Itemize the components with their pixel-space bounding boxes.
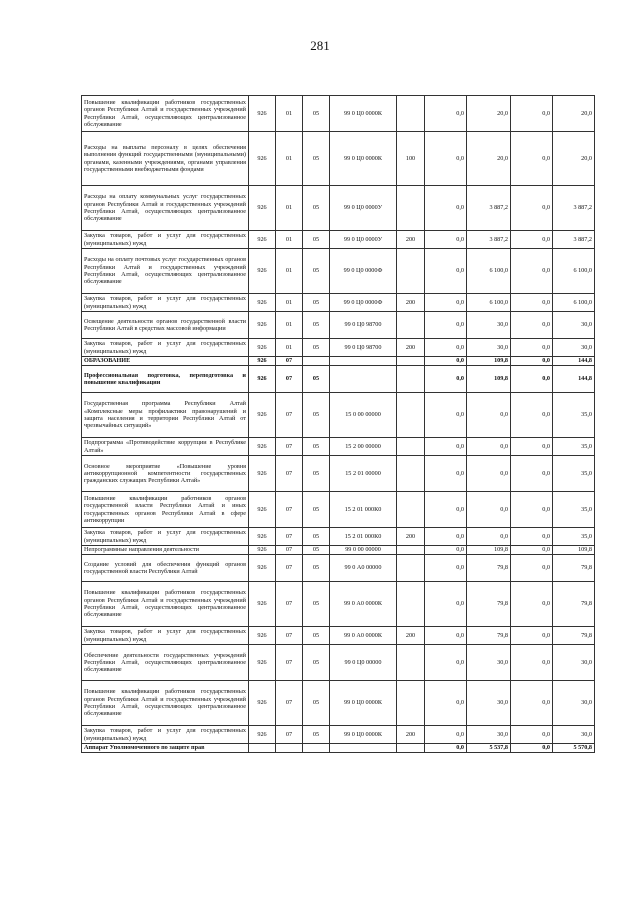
- row-subsection: 05: [303, 294, 330, 312]
- row-amount-2: 30,0: [467, 726, 511, 744]
- table-row: [82, 456, 595, 492]
- row-section: 07: [276, 393, 303, 438]
- row-section: 01: [276, 231, 303, 249]
- row-target-article: 15 2 01 000К0: [330, 528, 397, 546]
- row-amount-1: 0,0: [425, 249, 467, 294]
- row-amount-4: 30,0: [553, 339, 595, 357]
- table-row: [82, 528, 595, 546]
- row-amount-3: 0,0: [511, 555, 553, 582]
- row-amount-1: 0,0: [425, 627, 467, 645]
- row-amount-2: 5 537,8: [467, 744, 511, 753]
- table-row: [82, 681, 595, 726]
- row-amount-4: 35,0: [553, 438, 595, 456]
- row-section: 01: [276, 294, 303, 312]
- row-amount-4: 35,0: [553, 456, 595, 492]
- row-amount-4: 79,8: [553, 627, 595, 645]
- row-code: 926: [249, 339, 276, 357]
- row-subsection: 05: [303, 627, 330, 645]
- table-body: [82, 96, 595, 753]
- row-section: 01: [276, 249, 303, 294]
- row-amount-3: 0,0: [511, 528, 553, 546]
- row-expense-type: [397, 492, 425, 528]
- row-target-article: [330, 744, 397, 753]
- row-amount-1: 0,0: [425, 366, 467, 393]
- row-code: 926: [249, 366, 276, 393]
- row-expense-type: [397, 96, 425, 132]
- row-subsection: 05: [303, 492, 330, 528]
- row-amount-1: 0,0: [425, 294, 467, 312]
- row-amount-1: 0,0: [425, 96, 467, 132]
- row-subsection: 05: [303, 582, 330, 627]
- page-number: 281: [310, 38, 330, 53]
- row-amount-4: 3 887,2: [553, 186, 595, 231]
- table-row: [82, 555, 595, 582]
- row-expense-type: [397, 366, 425, 393]
- row-amount-3: 0,0: [511, 393, 553, 438]
- row-code: [249, 744, 276, 753]
- row-amount-4: 5 570,8: [553, 744, 595, 753]
- row-amount-4: 30,0: [553, 726, 595, 744]
- table-row: [82, 312, 595, 339]
- row-code: 926: [249, 231, 276, 249]
- row-amount-1: 0,0: [425, 492, 467, 528]
- row-name: Подпрограмма «Противодействие коррупции в Республике Алтай»: [82, 438, 249, 456]
- row-expense-type: [397, 357, 425, 366]
- row-amount-1: 0,0: [425, 528, 467, 546]
- row-subsection: 05: [303, 249, 330, 294]
- row-amount-3: 0,0: [511, 294, 553, 312]
- row-target-article: 15 2 00 00000: [330, 438, 397, 456]
- table-row: [82, 294, 595, 312]
- row-target-article: [330, 366, 397, 393]
- row-target-article: 99 0 Ц0 98700: [330, 312, 397, 339]
- row-expense-type: [397, 546, 425, 555]
- table-row: [82, 546, 595, 555]
- row-amount-4: 35,0: [553, 393, 595, 438]
- table-row: [82, 627, 595, 645]
- row-amount-1: 0,0: [425, 726, 467, 744]
- row-amount-4: 3 887,2: [553, 231, 595, 249]
- row-name: Закупка товаров, работ и услуг для государственных (муниципальных) нужд: [82, 339, 249, 357]
- row-name: Закупка товаров, работ и услуг для государственных (муниципальных) нужд: [82, 627, 249, 645]
- row-amount-3: 0,0: [511, 546, 553, 555]
- row-section: 01: [276, 186, 303, 231]
- row-expense-type: 200: [397, 528, 425, 546]
- row-code: 926: [249, 312, 276, 339]
- row-code: 926: [249, 186, 276, 231]
- row-target-article: 99 0 А0 0000К: [330, 582, 397, 627]
- table-row: [82, 186, 595, 231]
- row-amount-3: 0,0: [511, 186, 553, 231]
- row-expense-type: 200: [397, 726, 425, 744]
- row-amount-3: 0,0: [511, 582, 553, 627]
- row-subsection: 05: [303, 393, 330, 438]
- row-target-article: 15 2 01 000К0: [330, 492, 397, 528]
- row-name: Расходы на оплату почтовых услуг государственных органов Республики Алтай и государственных учреждений Республики Алтай, осуществляющих централизованное обслуживание: [82, 249, 249, 294]
- row-amount-3: 0,0: [511, 339, 553, 357]
- row-name: Закупка товаров, работ и услуг для государственных (муниципальных) нужд: [82, 528, 249, 546]
- row-amount-1: 0,0: [425, 186, 467, 231]
- row-subsection: [303, 744, 330, 753]
- row-code: 926: [249, 456, 276, 492]
- row-section: 07: [276, 627, 303, 645]
- row-subsection: 05: [303, 132, 330, 186]
- row-amount-3: 0,0: [511, 726, 553, 744]
- row-name: Создание условий для обеспечения функций органов государственной власти Республики Алтай: [82, 555, 249, 582]
- row-code: 926: [249, 96, 276, 132]
- table-row: [82, 645, 595, 681]
- row-amount-2: 6 100,0: [467, 249, 511, 294]
- row-expense-type: 100: [397, 132, 425, 186]
- table-row: [82, 249, 595, 294]
- row-expense-type: 200: [397, 231, 425, 249]
- row-subsection: 05: [303, 438, 330, 456]
- table-row: [82, 438, 595, 456]
- row-amount-4: 20,0: [553, 96, 595, 132]
- row-amount-2: 109,8: [467, 366, 511, 393]
- row-amount-3: 0,0: [511, 744, 553, 753]
- row-amount-2: 79,8: [467, 555, 511, 582]
- row-section: 07: [276, 492, 303, 528]
- row-section: [276, 744, 303, 753]
- row-subsection: 05: [303, 681, 330, 726]
- row-code: 926: [249, 438, 276, 456]
- row-subsection: 05: [303, 339, 330, 357]
- row-expense-type: [397, 744, 425, 753]
- row-amount-2: 0,0: [467, 438, 511, 456]
- row-amount-4: 30,0: [553, 645, 595, 681]
- row-amount-3: 0,0: [511, 357, 553, 366]
- row-subsection: 05: [303, 546, 330, 555]
- row-name: Обеспечение деятельности государственных учреждений Республики Алтай, осуществляющих централизованное обслуживание: [82, 645, 249, 681]
- row-name: Освещение деятельности органов государственной власти Республики Алтай в средствах массовой информации: [82, 312, 249, 339]
- budget-table: [81, 95, 595, 753]
- row-section: 01: [276, 132, 303, 186]
- row-amount-2: 0,0: [467, 456, 511, 492]
- row-amount-2: 79,8: [467, 627, 511, 645]
- row-code: 926: [249, 546, 276, 555]
- row-code: 926: [249, 681, 276, 726]
- row-target-article: 99 0 Ц0 0000Ф: [330, 294, 397, 312]
- table-row: [82, 393, 595, 438]
- row-name: Государственная программа Республики Алтай «Комплексные меры профилактики правонарушений и защита населения и территории Республики Алтай от чрезвычайных ситуаций»: [82, 393, 249, 438]
- row-name: Расходы на выплаты персоналу в целях обеспечения выполнения функций государственными (муниципальными) органами, казенными учреждениями, органами управления государственными внебюджетными фондами: [82, 132, 249, 186]
- row-subsection: [303, 357, 330, 366]
- row-target-article: 99 0 А0 00000: [330, 555, 397, 582]
- row-amount-1: 0,0: [425, 555, 467, 582]
- row-target-article: 99 0 Ц0 98700: [330, 339, 397, 357]
- row-subsection: 05: [303, 645, 330, 681]
- row-name: ОБРАЗОВАНИЕ: [82, 357, 249, 366]
- row-section: 07: [276, 582, 303, 627]
- row-expense-type: [397, 186, 425, 231]
- row-target-article: 99 0 00 00000: [330, 546, 397, 555]
- row-subsection: 05: [303, 366, 330, 393]
- row-target-article: 99 0 Ц0 0000К: [330, 681, 397, 726]
- row-amount-4: 79,8: [553, 555, 595, 582]
- row-code: 926: [249, 393, 276, 438]
- row-amount-4: 144,8: [553, 357, 595, 366]
- row-amount-2: 79,8: [467, 582, 511, 627]
- row-amount-2: 3 887,2: [467, 231, 511, 249]
- row-amount-3: 0,0: [511, 312, 553, 339]
- row-amount-1: 0,0: [425, 312, 467, 339]
- row-code: 926: [249, 582, 276, 627]
- row-amount-1: 0,0: [425, 438, 467, 456]
- row-amount-2: 30,0: [467, 645, 511, 681]
- row-amount-1: 0,0: [425, 456, 467, 492]
- row-amount-4: 30,0: [553, 312, 595, 339]
- row-section: 01: [276, 339, 303, 357]
- row-subsection: 05: [303, 96, 330, 132]
- row-section: 07: [276, 555, 303, 582]
- row-amount-1: 0,0: [425, 744, 467, 753]
- row-section: 07: [276, 546, 303, 555]
- row-amount-1: 0,0: [425, 339, 467, 357]
- row-amount-2: 20,0: [467, 96, 511, 132]
- row-expense-type: 200: [397, 339, 425, 357]
- row-amount-4: 35,0: [553, 528, 595, 546]
- row-amount-3: 0,0: [511, 492, 553, 528]
- table-row: [82, 366, 595, 393]
- row-amount-1: 0,0: [425, 393, 467, 438]
- row-amount-2: 109,8: [467, 357, 511, 366]
- row-amount-3: 0,0: [511, 438, 553, 456]
- table-row: [82, 357, 595, 366]
- row-target-article: 99 0 Ц0 0000К: [330, 726, 397, 744]
- row-amount-4: 20,0: [553, 132, 595, 186]
- row-amount-4: 35,0: [553, 492, 595, 528]
- row-section: 01: [276, 96, 303, 132]
- row-section: 07: [276, 456, 303, 492]
- row-code: 926: [249, 492, 276, 528]
- row-amount-4: 79,8: [553, 582, 595, 627]
- row-amount-4: 144,8: [553, 366, 595, 393]
- row-code: 926: [249, 645, 276, 681]
- row-amount-1: 0,0: [425, 681, 467, 726]
- row-subsection: 05: [303, 726, 330, 744]
- row-name: Повышение квалификации работников государственных органов Республики Алтай и государственных учреждений Республики Алтай, осуществляющих централизованное обслуживание: [82, 96, 249, 132]
- row-amount-4: 6 100,0: [553, 294, 595, 312]
- row-subsection: 05: [303, 528, 330, 546]
- row-expense-type: [397, 555, 425, 582]
- row-expense-type: [397, 438, 425, 456]
- row-name: Расходы на оплату коммунальных услуг государственных органов Республики Алтай и государственных учреждений Республики Алтай, осуществляющих централизованное обслуживание: [82, 186, 249, 231]
- row-amount-1: 0,0: [425, 645, 467, 681]
- row-expense-type: [397, 312, 425, 339]
- row-subsection: 05: [303, 312, 330, 339]
- row-amount-1: 0,0: [425, 357, 467, 366]
- row-target-article: [330, 357, 397, 366]
- row-target-article: 15 0 00 00000: [330, 393, 397, 438]
- row-code: 926: [249, 555, 276, 582]
- row-amount-2: 0,0: [467, 492, 511, 528]
- row-subsection: 05: [303, 231, 330, 249]
- row-code: 926: [249, 528, 276, 546]
- row-target-article: 99 0 Ц0 0000У: [330, 186, 397, 231]
- row-expense-type: [397, 681, 425, 726]
- row-amount-3: 0,0: [511, 249, 553, 294]
- row-name: Основное мероприятие «Повышение уровня антикоррупционной компетентности государственных гражданских служащих Республики Алтай»: [82, 456, 249, 492]
- row-code: 926: [249, 249, 276, 294]
- row-expense-type: [397, 582, 425, 627]
- row-name: Повышение квалификации работников государственных органов Республики Алтай и государственных учреждений Республики Алтай, осуществляющих централизованное обслуживание: [82, 681, 249, 726]
- row-subsection: 05: [303, 186, 330, 231]
- row-section: 07: [276, 681, 303, 726]
- row-target-article: 99 0 А0 0000К: [330, 627, 397, 645]
- table-row: [82, 492, 595, 528]
- row-target-article: 15 2 01 00000: [330, 456, 397, 492]
- table-row: [82, 231, 595, 249]
- row-name: Аппарат Уполномоченного по защите прав: [82, 744, 249, 753]
- row-amount-2: 0,0: [467, 393, 511, 438]
- row-amount-1: 0,0: [425, 546, 467, 555]
- row-code: 926: [249, 357, 276, 366]
- table-row: [82, 339, 595, 357]
- row-amount-3: 0,0: [511, 456, 553, 492]
- row-target-article: 99 0 Ц0 0000К: [330, 96, 397, 132]
- row-section: 07: [276, 726, 303, 744]
- row-amount-2: 30,0: [467, 312, 511, 339]
- table-row: [82, 744, 595, 753]
- row-section: 07: [276, 645, 303, 681]
- row-amount-2: 3 887,2: [467, 186, 511, 231]
- row-amount-2: 0,0: [467, 528, 511, 546]
- table-row: [82, 582, 595, 627]
- table-row: [82, 726, 595, 744]
- row-section: 01: [276, 312, 303, 339]
- row-target-article: 99 0 Ц0 0000Ф: [330, 249, 397, 294]
- row-amount-3: 0,0: [511, 231, 553, 249]
- row-amount-4: 30,0: [553, 681, 595, 726]
- row-expense-type: [397, 645, 425, 681]
- row-amount-4: 6 100,0: [553, 249, 595, 294]
- row-amount-3: 0,0: [511, 681, 553, 726]
- row-amount-3: 0,0: [511, 366, 553, 393]
- row-amount-2: 109,8: [467, 546, 511, 555]
- row-expense-type: 200: [397, 627, 425, 645]
- row-amount-1: 0,0: [425, 582, 467, 627]
- row-expense-type: [397, 456, 425, 492]
- row-amount-3: 0,0: [511, 96, 553, 132]
- row-name: Повышение квалификации работников государственных органов Республики Алтай и государственных учреждений Республики Алтай, осуществляющих централизованное обслуживание: [82, 582, 249, 627]
- row-name: Непрограммные направления деятельности: [82, 546, 249, 555]
- table-row: [82, 96, 595, 132]
- row-amount-2: 6 100,0: [467, 294, 511, 312]
- row-amount-1: 0,0: [425, 231, 467, 249]
- row-amount-3: 0,0: [511, 132, 553, 186]
- row-code: 926: [249, 627, 276, 645]
- row-code: 926: [249, 294, 276, 312]
- row-name: Закупка товаров, работ и услуг для государственных (муниципальных) нужд: [82, 231, 249, 249]
- row-name: Профессиональная подготовка, переподготовка и повышение квалификации: [82, 366, 249, 393]
- row-amount-3: 0,0: [511, 627, 553, 645]
- row-subsection: 05: [303, 456, 330, 492]
- row-amount-4: 109,8: [553, 546, 595, 555]
- row-amount-2: 30,0: [467, 339, 511, 357]
- row-target-article: 99 0 Ц0 00000: [330, 645, 397, 681]
- row-code: 926: [249, 132, 276, 186]
- row-name: Закупка товаров, работ и услуг для государственных (муниципальных) нужд: [82, 294, 249, 312]
- row-expense-type: [397, 393, 425, 438]
- row-amount-2: 30,0: [467, 681, 511, 726]
- table-row: [82, 132, 595, 186]
- row-expense-type: [397, 249, 425, 294]
- row-subsection: 05: [303, 555, 330, 582]
- row-name: Повышение квалификации работников органов государственной власти Республики Алтай и иных государственных органов Республики Алтай в сфере антикоррупции: [82, 492, 249, 528]
- row-section: 07: [276, 528, 303, 546]
- row-amount-1: 0,0: [425, 132, 467, 186]
- row-amount-2: 20,0: [467, 132, 511, 186]
- row-target-article: 99 0 Ц0 0000У: [330, 231, 397, 249]
- row-section: 07: [276, 357, 303, 366]
- row-target-article: 99 0 Ц0 0000К: [330, 132, 397, 186]
- row-name: Закупка товаров, работ и услуг для государственных (муниципальных) нужд: [82, 726, 249, 744]
- row-section: 07: [276, 366, 303, 393]
- row-amount-3: 0,0: [511, 645, 553, 681]
- row-section: 07: [276, 438, 303, 456]
- row-code: 926: [249, 726, 276, 744]
- row-expense-type: 200: [397, 294, 425, 312]
